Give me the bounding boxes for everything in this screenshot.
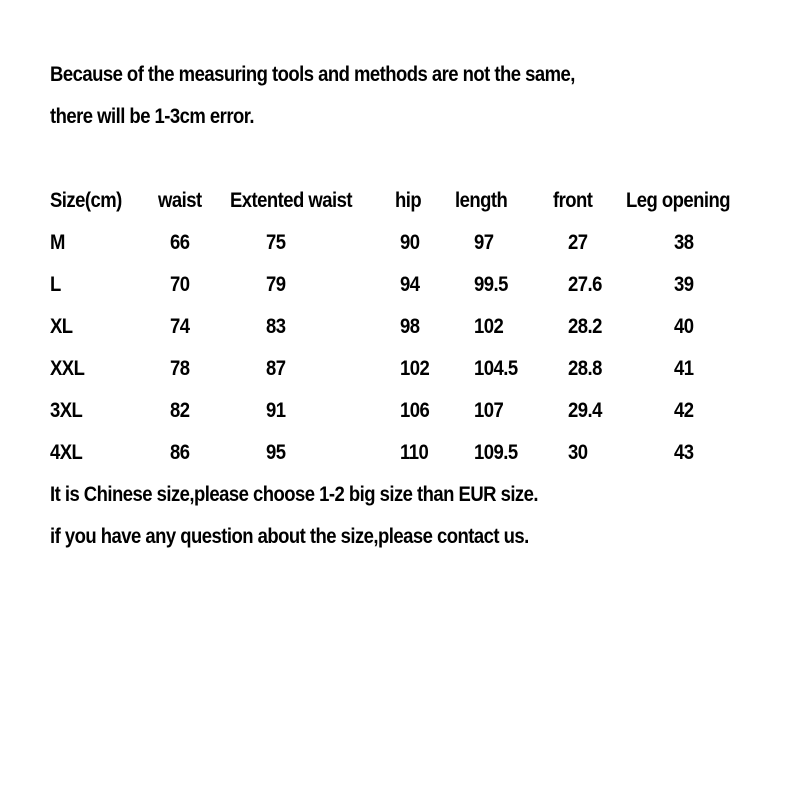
table-row (50, 316, 760, 358)
size-cell: L (50, 273, 61, 296)
leg-opening-cell: 40 (674, 315, 694, 338)
extended-waist-cell: 91 (266, 399, 286, 422)
size-cell: 4XL (50, 441, 83, 464)
hip-cell: 98 (400, 315, 420, 338)
waist-cell: 74 (170, 315, 190, 338)
waist-cell: 78 (170, 357, 190, 380)
header-front: front (553, 189, 593, 212)
extended-waist-cell: 75 (266, 231, 286, 254)
hip-cell: 106 (400, 399, 430, 422)
front-cell: 30 (568, 441, 588, 464)
header-leg-opening: Leg opening (626, 189, 731, 212)
size-advice-line-1: It is Chinese size,please choose 1-2 big size than EUR size. (50, 483, 539, 506)
hip-cell: 110 (400, 441, 429, 464)
length-cell: 107 (474, 399, 504, 422)
leg-opening-cell: 41 (674, 357, 694, 380)
table-row (50, 442, 760, 484)
waist-cell: 82 (170, 399, 190, 422)
header-size: Size(cm) (50, 189, 122, 212)
size-table (50, 190, 760, 484)
waist-cell: 66 (170, 231, 190, 254)
table-row (50, 400, 760, 442)
length-cell: 109.5 (474, 441, 518, 464)
table-row (50, 232, 760, 274)
hip-cell: 90 (400, 231, 420, 254)
length-cell: 97 (474, 231, 494, 254)
leg-opening-cell: 42 (674, 399, 694, 422)
extended-waist-cell: 79 (266, 273, 286, 296)
size-cell: XXL (50, 357, 85, 380)
size-advice-line-2: if you have any question about the size,please contact us. (50, 525, 529, 548)
header-waist: waist (158, 189, 202, 212)
header-extended-waist: Extented waist (230, 189, 353, 212)
front-cell: 28.8 (568, 357, 602, 380)
leg-opening-cell: 38 (674, 231, 694, 254)
length-cell: 102 (474, 315, 504, 338)
header-length: length (455, 189, 508, 212)
table-row (50, 358, 760, 400)
hip-cell: 94 (400, 273, 420, 296)
front-cell: 28.2 (568, 315, 602, 338)
leg-opening-cell: 43 (674, 441, 694, 464)
hip-cell: 102 (400, 357, 430, 380)
length-cell: 99.5 (474, 273, 508, 296)
header-hip: hip (395, 189, 422, 212)
length-cell: 104.5 (474, 357, 518, 380)
front-cell: 27.6 (568, 273, 602, 296)
size-table-header (50, 190, 760, 232)
size-cell: 3XL (50, 399, 83, 422)
table-row (50, 274, 760, 316)
extended-waist-cell: 87 (266, 357, 286, 380)
front-cell: 29.4 (568, 399, 602, 422)
waist-cell: 70 (170, 273, 190, 296)
size-cell: M (50, 231, 65, 254)
measurement-note-line-1: Because of the measuring tools and methods are not the same, (50, 63, 575, 86)
waist-cell: 86 (170, 441, 190, 464)
leg-opening-cell: 39 (674, 273, 694, 296)
extended-waist-cell: 95 (266, 441, 286, 464)
extended-waist-cell: 83 (266, 315, 286, 338)
front-cell: 27 (568, 231, 588, 254)
size-cell: XL (50, 315, 73, 338)
measurement-note-line-2: there will be 1-3cm error. (50, 105, 255, 128)
